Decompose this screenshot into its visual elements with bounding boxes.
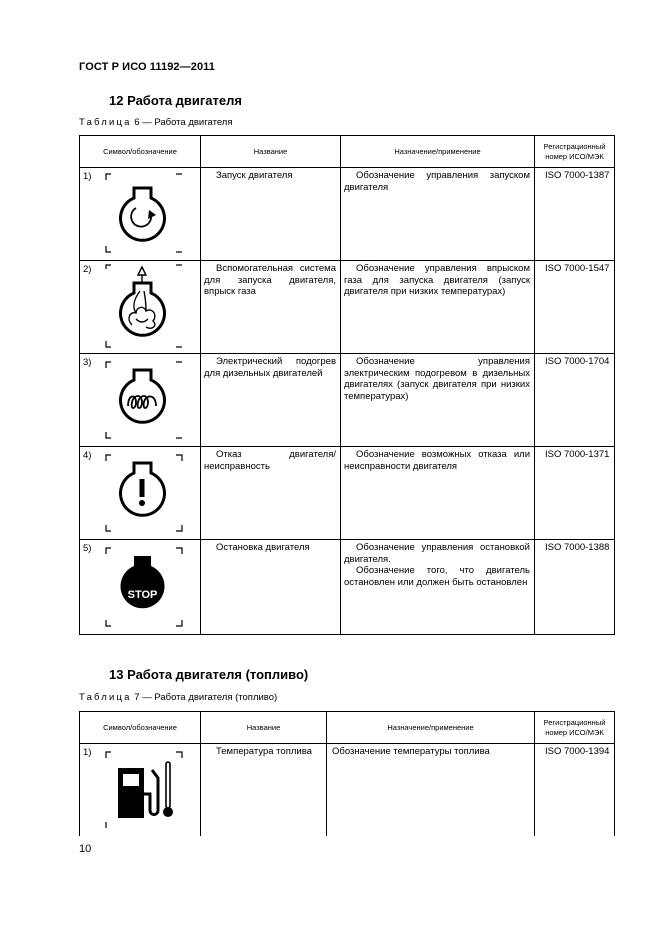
stop-label: STOP bbox=[127, 589, 158, 601]
engine-fuel-table bbox=[79, 711, 615, 836]
engine-stop-icon bbox=[80, 540, 201, 635]
registration-cell: ISO 7000-1371 bbox=[535, 447, 615, 540]
purpose-cell: Обозначение управления запуском двигателя bbox=[341, 168, 535, 261]
section-title-12: 12 Работа двигателя bbox=[109, 93, 242, 108]
column-header-symbol: Символ/обозначение bbox=[80, 712, 201, 744]
name-cell: Отказ двигателя/неисправность bbox=[201, 447, 341, 540]
page-number: 10 bbox=[79, 843, 92, 855]
registration-cell: ISO 7000-1388 bbox=[535, 540, 615, 635]
table-row bbox=[80, 447, 615, 540]
registration-cell: ISO 7000-1704 bbox=[535, 354, 615, 447]
row-number: 5) bbox=[83, 543, 92, 554]
registration-cell: ISO 7000-1547 bbox=[535, 261, 615, 354]
column-header-name: Название bbox=[201, 712, 327, 744]
name-cell: Электрический подогрев для дизельных двигателей bbox=[201, 354, 341, 447]
purpose-cell: Обозначение температуры топлива bbox=[327, 744, 535, 836]
purpose-cell: Обозначение возможных отказа или неисправности двигателя bbox=[341, 447, 535, 540]
row-number: 4) bbox=[83, 450, 92, 461]
symbol-cell bbox=[80, 447, 201, 540]
name-cell: Вспомогательная система для запуска двигателя, впрыск газа bbox=[201, 261, 341, 354]
registration-cell: ISO 7000-1387 bbox=[535, 168, 615, 261]
column-header-registration: Регистрационный номер ИСО/МЭК bbox=[535, 712, 615, 744]
table-header-row bbox=[80, 136, 615, 168]
name-cell: Остановка двигателя bbox=[201, 540, 341, 635]
engine-failure-icon bbox=[80, 447, 201, 540]
document-header: ГОСТ Р ИСО 11192—2011 bbox=[79, 61, 216, 73]
column-header-registration: Регистрационный номер ИСО/МЭК bbox=[535, 136, 615, 168]
symbol-cell bbox=[80, 540, 201, 635]
table-row bbox=[80, 354, 615, 447]
table-caption-6: Таблица 6 — Работа двигателя bbox=[79, 117, 233, 128]
registration-cell: ISO 7000-1394 bbox=[535, 744, 615, 836]
column-header-purpose: Назначение/применение bbox=[341, 136, 535, 168]
name-cell: Температура топлива bbox=[201, 744, 327, 836]
table-row bbox=[80, 744, 615, 836]
symbol-cell bbox=[80, 354, 201, 447]
table-row bbox=[80, 168, 615, 261]
purpose-cell: Обозначение управления остановкой двигателя. Обозначение того, что двигатель остановлен или должен быть остановлен bbox=[341, 540, 535, 635]
row-number: 3) bbox=[83, 357, 92, 368]
row-number: 2) bbox=[83, 264, 92, 275]
name-cell: Запуск двигателя bbox=[201, 168, 341, 261]
engine-operation-table bbox=[79, 135, 615, 635]
row-number: 1) bbox=[83, 747, 92, 758]
symbol-cell bbox=[80, 261, 201, 354]
column-header-symbol: Символ/обозначение bbox=[80, 136, 201, 168]
symbol-cell bbox=[80, 744, 201, 836]
table-row bbox=[80, 261, 615, 354]
table-row bbox=[80, 540, 615, 635]
engine-electric-preheat-icon bbox=[80, 354, 201, 447]
engine-start-icon bbox=[80, 168, 201, 261]
section-title-13: 13 Работа двигателя (топливо) bbox=[109, 667, 309, 682]
column-header-name: Название bbox=[201, 136, 341, 168]
table-caption-7: Таблица 7 — Работа двигателя (топливо) bbox=[79, 692, 278, 703]
row-number: 1) bbox=[83, 171, 92, 182]
column-header-purpose: Назначение/применение bbox=[327, 712, 535, 744]
engine-auxiliary-start-icon bbox=[80, 261, 201, 354]
symbol-cell bbox=[80, 168, 201, 261]
purpose-cell: Обозначение управления электрическим подогревом в дизельных двигателях (запуск двигателя при низких температурах) bbox=[341, 354, 535, 447]
purpose-cell: Обозначение управления впрыском газа для запуска двигателя (запуск двигателя при низких температурах) bbox=[341, 261, 535, 354]
table-header-row bbox=[80, 712, 615, 744]
fuel-temperature-icon bbox=[80, 744, 201, 836]
